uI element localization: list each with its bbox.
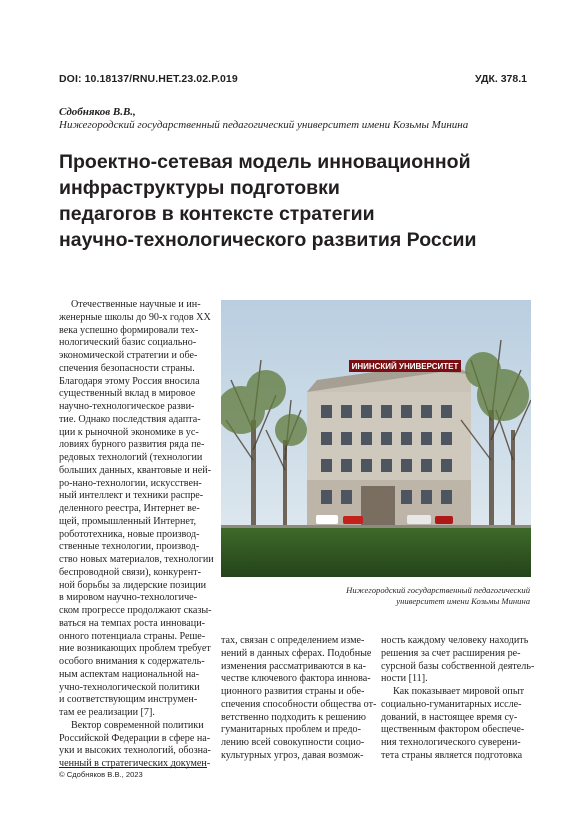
body-text-line: Как показывает мировой опыт	[393, 686, 525, 697]
body-column-3	[381, 635, 535, 763]
body-text-line: ро-нано-технологии, искусствен-	[59, 477, 202, 489]
body-text-line: Благодаря этому Россия вносила	[59, 375, 200, 387]
article-title-line: Проектно-сетевая модель инновационной	[59, 151, 471, 173]
university-building-photo	[221, 300, 531, 577]
body-text-line: ным аспектам национальной на-	[59, 668, 200, 680]
body-text-line: ной борьбы за лидерские позиции	[59, 579, 207, 591]
body-text-line: учно-технологической политики	[59, 681, 200, 693]
body-text-line: экономической стратегии и обе-	[59, 350, 198, 361]
udk-code: УДК. 378.1	[475, 73, 527, 85]
body-text-line: деленного реестра, Интернет ве-	[59, 503, 200, 514]
body-text-line: ченный в стратегических докумен-	[59, 758, 211, 769]
copyright-notice: © Сдобняков В.В., 2023	[59, 770, 143, 779]
body-text-line: Отечественные научные и ин-	[71, 299, 201, 310]
body-text-line: века успешно формировали тех-	[59, 324, 199, 336]
photo-caption	[230, 585, 530, 607]
body-text-line: Вектор современной политики	[71, 719, 204, 731]
body-text-line: ветственно подходить к решению	[221, 711, 366, 723]
body-text-line: онного потенциала страны. Реше-	[59, 630, 206, 642]
body-text-line: культурных угроз, давая возмож-	[221, 749, 364, 761]
body-column-1	[59, 299, 214, 771]
body-text-line: женерные школы до 90-х годов XX	[59, 311, 211, 323]
body-text-line: редовых технологий (технологии	[59, 452, 203, 463]
body-text-line: и соответствующим инструмен-	[59, 694, 198, 706]
footnote-divider	[59, 767, 207, 768]
body-text-line: дований, в настоящее время су-	[381, 711, 518, 723]
body-text-line: научно-технологическое разви-	[59, 401, 195, 412]
body-text-line: спечения безопасности страны.	[59, 362, 195, 374]
author-name: Сдобняков В.В.,	[59, 106, 136, 118]
body-text-line: уки и высоких технологий, обозна-	[59, 745, 211, 757]
body-text-line: лению всей совокупности социо-	[221, 737, 365, 748]
body-text-line: существенный вклад в мировое	[59, 388, 196, 400]
body-text-line: Российской Федерации в сфере на-	[59, 732, 211, 744]
body-text-line: беспроводной связи), конкурент-	[59, 566, 202, 578]
body-text-line: социально-гуманитарных иссле-	[381, 698, 522, 710]
article-title-line: научно-технологического развития России	[59, 229, 477, 251]
body-text-line: ный интеллект и техники распре-	[59, 490, 204, 502]
photo-caption-line: университет имени Козьмы Минина	[396, 596, 530, 606]
body-text-line: робототехника, новые производ-	[59, 528, 200, 540]
body-text-line: ности [11].	[381, 673, 428, 685]
body-text-line: ловиях бурного развития ряда пе-	[59, 439, 205, 451]
body-text-line: ваться на темпах роста инноваци-	[59, 617, 205, 629]
article-title-line: педагогов в контексте стратегии	[59, 203, 375, 225]
body-text-line: ния технологического суверени-	[381, 737, 521, 748]
photo-caption-line: Нижегородский государственный педагогический	[346, 585, 530, 595]
body-text-line: ние возникающих проблем требует	[59, 643, 211, 655]
body-text-line: решения за счет расширения ре-	[381, 647, 521, 659]
body-text-line: тие. Однако последствия адапта-	[59, 413, 201, 425]
body-text-line: там ее реализации [7].	[59, 707, 155, 718]
body-text-line: ском прогрессе продолжают сказы-	[59, 605, 212, 616]
author-affiliation: Нижегородский государственный педагогический университет имени Козьмы Минина	[59, 119, 469, 131]
body-text-line: щественным фактором обеспече-	[381, 724, 525, 736]
building-sign-text: ИНИНСКИЙ УНИВЕРСИТЕТ	[351, 362, 459, 371]
body-text-line: изменения рассматриваются в ка-	[221, 660, 367, 672]
body-text-line: щей, промышленный Интернет,	[59, 515, 197, 527]
body-text-line: ционного развития страны и обе-	[221, 686, 365, 697]
body-text-line: особого внимания к содержатель-	[59, 656, 205, 667]
body-text-line: ции к рыночной экономике в ус-	[59, 426, 199, 438]
body-text-line: гуманитарных проблем и предо-	[221, 724, 361, 736]
doi-line: DOI: 10.18137/RNU.HET.23.02.P.019	[59, 73, 238, 85]
body-text-line: нений в данных сферах. Подобные	[221, 647, 372, 659]
body-text-line: ственные технологии, производ-	[59, 541, 200, 553]
body-text-line: тах, связан с определением изме-	[221, 635, 365, 646]
body-text-line: в мировом научно-технологиче-	[59, 592, 198, 604]
body-text-line: ство новых материалов, технологии	[59, 554, 214, 565]
article-title-line: инфраструктуры подготовки	[59, 177, 340, 199]
body-text-line: ность каждому человеку находить	[381, 635, 529, 646]
body-text-line: больших данных, квантовые и ней-	[59, 464, 212, 476]
body-text-line: спечения способности общества от-	[221, 698, 377, 710]
body-text-line: нологический базис социально-	[59, 337, 197, 349]
body-text-line: тета страны является подготовка	[381, 749, 523, 761]
body-text-line: сурсной базы собственной деятель-	[381, 660, 535, 672]
article-title	[59, 149, 539, 253]
body-column-2	[221, 635, 377, 763]
body-text-line: честве ключевого фактора иннова-	[221, 673, 371, 685]
